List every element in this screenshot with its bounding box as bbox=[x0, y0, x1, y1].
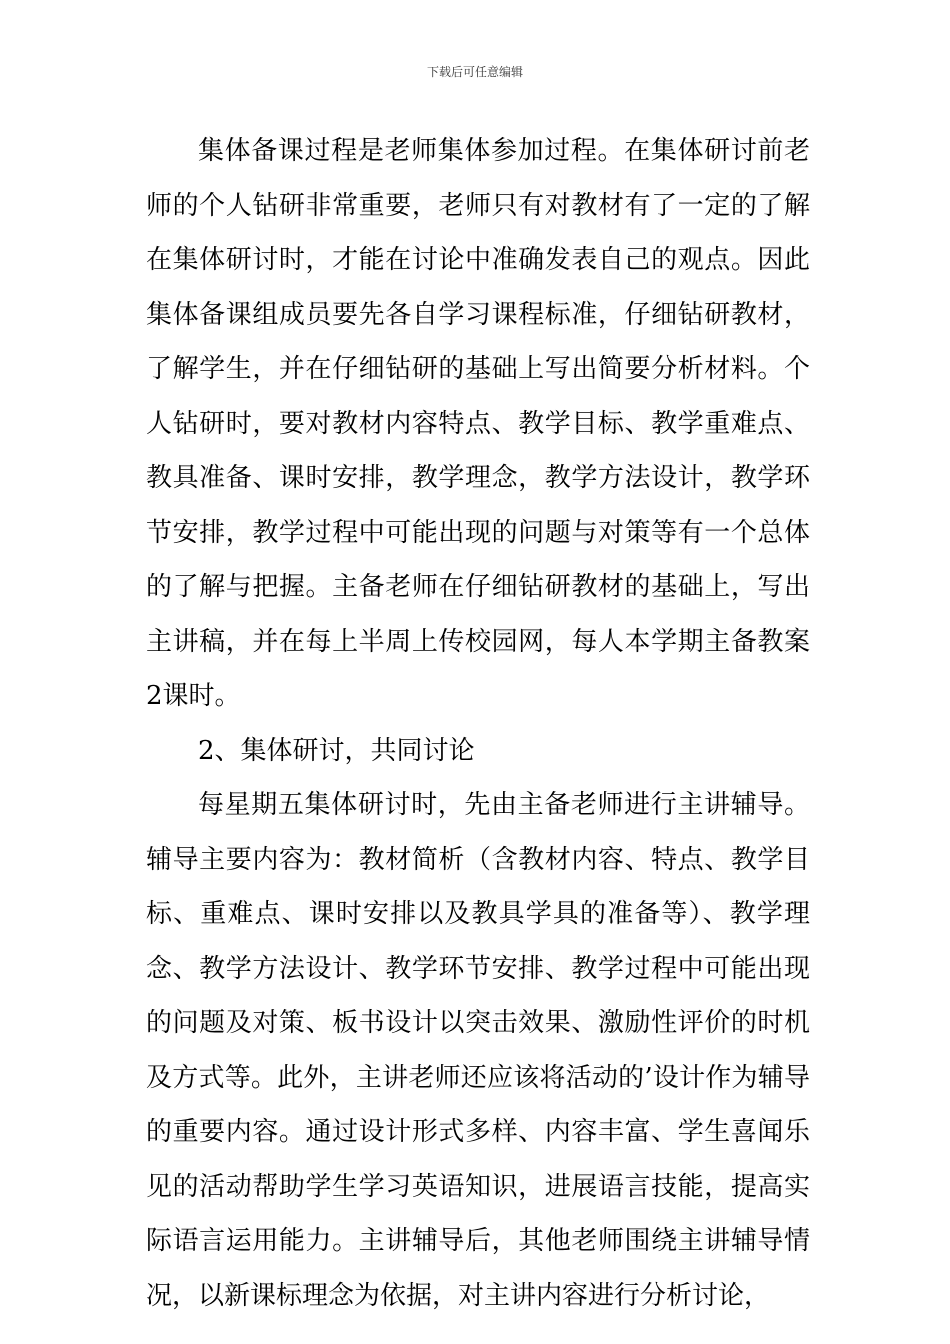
paragraph-1: 集体备课过程是老师集体参加过程。在集体研讨前老师的个人钻研非常重要，老师只有对教材有了一定的了解在集体研讨时，才能在讨论中准确发表自己的观点。因此集体备课组成员要先各自学习课程标准，仔细钻研教材，了解学生，并在仔细钻研的基础上写出简要分析材料。个人钻研时，要对教材内容特点、教学目标、教学重难点、教具准备、课时安排，教学理念，教学方法设计，教学环节安排，教学过程中可能出现的问题与对策等有一个总体的了解与把握。主备老师在仔细钻研教材的基础上，写出主讲稿，并在每上半周上传校园网，每人本学期主备教案2课时。 bbox=[146, 136, 810, 711]
document-body bbox=[146, 124, 810, 1323]
page-header: 下载后可任意编辑 bbox=[426, 65, 523, 79]
paragraph-2-heading: 2、集体研讨，共同讨论 bbox=[198, 735, 475, 766]
paragraph-3: 每星期五集体研讨时，先由主备老师进行主讲辅导。辅导主要内容为：教材简析（含教材内容、特点、教学目标、重难点、课时安排以及教具学具的准备等）、教学理念、教学方法设计、教学环节安排、教学过程中可能出现的问题及对策、板书设计以突击效果、激励性评价的时机及方式等。此外，主讲老师还应该将活动的’设计作为辅导的重要内容。通过设计形式多样、内容丰富、学生喜闻乐见的活动帮助学生学习英语知识，进展语言技能，提高实际语言运用能力。主讲辅导后，其他老师围绕主讲辅导情况，以新课标理念为依据，对主讲内容进行分析讨论， bbox=[146, 790, 810, 1311]
